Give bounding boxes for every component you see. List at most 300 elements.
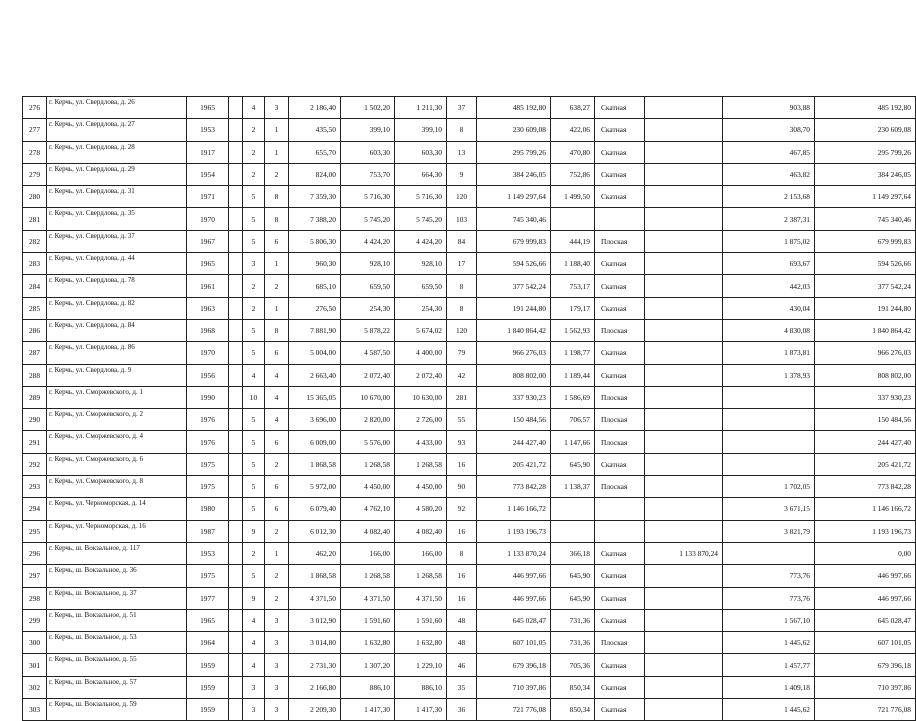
total-area-cell: 960,30 [289,253,341,275]
address-cell: г. Керчь, ул. Свердлова, д. 26 [47,97,187,119]
year-built-cell: 1954 [187,163,229,185]
living-area-cell: 1 268,58 [341,453,395,475]
year-built-cell: 1965 [187,609,229,631]
floors-cell: 4 [243,97,265,119]
year-built-cell: 1967 [187,230,229,252]
row-number-cell: 300 [23,632,47,654]
entrances-cell: 3 [265,676,289,698]
funding-source-2-cell: 1 873,81 [723,342,815,364]
funding-source-1-cell [645,587,723,609]
funding-source-1-cell [645,253,723,275]
table-row [23,208,916,230]
year-built-cell: 1970 [187,342,229,364]
blank-cell-cell [229,632,243,654]
row-number-cell: 278 [23,141,47,163]
living-area-residential-cell: 4 580,20 [395,498,447,520]
row-number-cell: 288 [23,364,47,386]
residents-count-cell: 8 [447,275,477,297]
entrances-cell: 3 [265,97,289,119]
entrances-cell: 6 [265,431,289,453]
year-built-cell: 1968 [187,319,229,341]
blank-cell-cell [229,431,243,453]
funding-source-2-cell: 1 445,62 [723,699,815,721]
year-built-cell: 1953 [187,542,229,564]
residents-count-cell: 13 [447,141,477,163]
total-area-cell: 7 388,20 [289,208,341,230]
repair-cost-cell: 205 421,72 [477,453,551,475]
roof-type-cell: Скатная [595,275,645,297]
year-built-cell: 1956 [187,364,229,386]
roof-type-cell: Скатная [595,186,645,208]
total-funding-cell: 1 149 297,64 [815,186,916,208]
specific-cost-cell: 752,86 [551,163,595,185]
blank-cell-cell [229,699,243,721]
blank-cell-cell [229,97,243,119]
funding-source-2-cell [723,386,815,408]
floors-cell: 10 [243,386,265,408]
blank-cell-cell [229,342,243,364]
entrances-cell: 8 [265,319,289,341]
residents-count-cell: 46 [447,654,477,676]
living-area-cell: 886,10 [341,676,395,698]
specific-cost-cell: 638,27 [551,97,595,119]
specific-cost-cell: 850,34 [551,699,595,721]
entrances-cell: 1 [265,297,289,319]
residents-count-cell: 42 [447,364,477,386]
entrances-cell: 1 [265,542,289,564]
residents-count-cell: 48 [447,609,477,631]
blank-cell-cell [229,587,243,609]
row-number-cell: 282 [23,230,47,252]
total-area-cell: 5 004,00 [289,342,341,364]
specific-cost-cell: 422,06 [551,119,595,141]
funding-source-1-cell [645,520,723,542]
row-number-cell: 293 [23,476,47,498]
residents-count-cell: 16 [447,520,477,542]
funding-source-2-cell: 442,03 [723,275,815,297]
living-area-residential-cell: 10 630,00 [395,386,447,408]
blank-cell-cell [229,319,243,341]
living-area-cell: 1 417,30 [341,699,395,721]
living-area-cell: 5 745,20 [341,208,395,230]
repair-cost-cell: 446 997,66 [477,565,551,587]
repair-cost-cell: 645 028,47 [477,609,551,631]
specific-cost-cell: 1 499,50 [551,186,595,208]
total-area-cell: 3 012,90 [289,609,341,631]
table-row [23,141,916,163]
row-number-cell: 292 [23,453,47,475]
table-row [23,253,916,275]
year-built-cell: 1965 [187,97,229,119]
table-row [23,520,916,542]
funding-source-1-cell [645,409,723,431]
living-area-cell: 1 591,60 [341,609,395,631]
total-funding-cell: 1 193 196,73 [815,520,916,542]
living-area-residential-cell: 399,10 [395,119,447,141]
row-number-cell: 286 [23,319,47,341]
floors-cell: 2 [243,542,265,564]
living-area-residential-cell: 1 211,30 [395,97,447,119]
year-built-cell: 1971 [187,186,229,208]
repair-cost-cell: 679 999,83 [477,230,551,252]
total-funding-cell: 679 396,18 [815,654,916,676]
year-built-cell: 1975 [187,476,229,498]
living-area-cell: 166,00 [341,542,395,564]
total-funding-cell: 446 997,66 [815,587,916,609]
roof-type-cell: Скатная [595,141,645,163]
living-area-residential-cell: 603,30 [395,141,447,163]
floors-cell: 4 [243,364,265,386]
roof-type-cell: Плоская [595,319,645,341]
specific-cost-cell: 1 138,37 [551,476,595,498]
blank-cell-cell [229,520,243,542]
living-area-cell: 4 371,50 [341,587,395,609]
floors-cell: 2 [243,141,265,163]
living-area-cell: 5 716,30 [341,186,395,208]
entrances-cell: 1 [265,253,289,275]
repair-cost-cell: 1 840 864,42 [477,319,551,341]
blank-cell-cell [229,409,243,431]
living-area-residential-cell: 166,00 [395,542,447,564]
floors-cell: 5 [243,208,265,230]
living-area-cell: 5 878,22 [341,319,395,341]
total-funding-cell: 808 802,00 [815,364,916,386]
total-area-cell: 2 186,40 [289,97,341,119]
address-cell: г. Керчь, ул. Сморжевского, д. 8 [47,476,187,498]
blank-cell-cell [229,476,243,498]
specific-cost-cell: 706,57 [551,409,595,431]
living-area-residential-cell: 1 229,10 [395,654,447,676]
roof-type-cell: Плоская [595,632,645,654]
total-area-cell: 3 014,80 [289,632,341,654]
residents-count-cell: 90 [447,476,477,498]
row-number-cell: 303 [23,699,47,721]
funding-source-2-cell [723,453,815,475]
total-area-cell: 7 359,30 [289,186,341,208]
specific-cost-cell: 705,36 [551,654,595,676]
living-area-residential-cell: 4 433,00 [395,431,447,453]
entrances-cell: 6 [265,230,289,252]
floors-cell: 4 [243,632,265,654]
living-area-residential-cell: 1 417,30 [395,699,447,721]
funding-source-1-cell [645,342,723,364]
roof-type-cell: Скатная [595,542,645,564]
living-area-residential-cell: 4 082,40 [395,520,447,542]
entrances-cell: 3 [265,632,289,654]
total-funding-cell: 295 799,26 [815,141,916,163]
repair-cost-cell: 679 396,18 [477,654,551,676]
living-area-residential-cell: 4 400,00 [395,342,447,364]
funding-source-1-cell [645,230,723,252]
living-area-residential-cell: 254,30 [395,297,447,319]
blank-cell-cell [229,141,243,163]
residents-count-cell: 103 [447,208,477,230]
year-built-cell: 1975 [187,565,229,587]
residents-count-cell: 55 [447,409,477,431]
specific-cost-cell: 731,36 [551,609,595,631]
table-row [23,453,916,475]
year-built-cell: 1963 [187,297,229,319]
living-area-cell: 399,10 [341,119,395,141]
blank-cell-cell [229,119,243,141]
entrances-cell: 2 [265,587,289,609]
roof-type-cell: Скатная [595,676,645,698]
residents-count-cell: 93 [447,431,477,453]
table-row [23,632,916,654]
blank-cell-cell [229,230,243,252]
funding-source-2-cell: 430,04 [723,297,815,319]
entrances-cell: 6 [265,476,289,498]
repair-cost-cell: 1 193 196,73 [477,520,551,542]
total-area-cell: 435,50 [289,119,341,141]
row-number-cell: 281 [23,208,47,230]
funding-source-1-cell [645,498,723,520]
residents-count-cell: 16 [447,587,477,609]
total-funding-cell: 594 526,66 [815,253,916,275]
blank-cell-cell [229,163,243,185]
total-funding-cell: 337 930,23 [815,386,916,408]
roof-type-cell: Плоская [595,431,645,453]
repair-cost-cell: 150 484,56 [477,409,551,431]
table-row [23,119,916,141]
blank-cell-cell [229,386,243,408]
year-built-cell: 1970 [187,208,229,230]
living-area-cell: 4 450,00 [341,476,395,498]
funding-source-2-cell: 463,82 [723,163,815,185]
repair-cost-cell: 244 427,40 [477,431,551,453]
address-cell: г. Керчь, ш. Вокзальное, д. 59 [47,699,187,721]
table-row [23,297,916,319]
entrances-cell: 2 [265,163,289,185]
table-row [23,699,916,721]
table-row [23,186,916,208]
total-funding-cell: 446 997,66 [815,565,916,587]
specific-cost-cell: 179,17 [551,297,595,319]
blank-cell-cell [229,186,243,208]
residents-count-cell: 92 [447,498,477,520]
funding-source-1-cell [645,632,723,654]
specific-cost-cell: 1 188,40 [551,253,595,275]
residents-count-cell: 48 [447,632,477,654]
table-row [23,386,916,408]
total-area-cell: 2 209,30 [289,699,341,721]
entrances-cell: 2 [265,520,289,542]
repair-cost-cell: 594 526,66 [477,253,551,275]
funding-source-1-cell [645,364,723,386]
repair-cost-cell: 1 133 870,24 [477,542,551,564]
roof-type-cell: Плоская [595,476,645,498]
funding-source-1-cell [645,476,723,498]
total-area-cell: 3 696,00 [289,409,341,431]
address-cell: г. Керчь, ул. Сморжевского, д. 1 [47,386,187,408]
total-funding-cell: 607 101,05 [815,632,916,654]
roof-type-cell: Скатная [595,342,645,364]
floors-cell: 5 [243,476,265,498]
total-funding-cell: 773 842,28 [815,476,916,498]
total-area-cell: 15 365,05 [289,386,341,408]
residents-count-cell: 84 [447,230,477,252]
floors-cell: 5 [243,342,265,364]
total-area-cell: 2 731,30 [289,654,341,676]
row-number-cell: 299 [23,609,47,631]
funding-source-2-cell: 4 830,08 [723,319,815,341]
floors-cell: 4 [243,609,265,631]
funding-source-1-cell [645,699,723,721]
residents-count-cell: 16 [447,453,477,475]
blank-cell-cell [229,565,243,587]
year-built-cell: 1964 [187,632,229,654]
row-number-cell: 285 [23,297,47,319]
funding-source-2-cell: 1 378,93 [723,364,815,386]
funding-source-2-cell: 693,67 [723,253,815,275]
residents-count-cell: 9 [447,163,477,185]
floors-cell: 4 [243,654,265,676]
total-funding-cell: 485 192,80 [815,97,916,119]
total-area-cell: 1 868,58 [289,565,341,587]
table-row [23,431,916,453]
living-area-residential-cell: 4 424,20 [395,230,447,252]
row-number-cell: 287 [23,342,47,364]
roof-type-cell: Скатная [595,297,645,319]
living-area-cell: 2 820,00 [341,409,395,431]
total-area-cell: 6 009,00 [289,431,341,453]
row-number-cell: 284 [23,275,47,297]
funding-source-2-cell: 1 567,10 [723,609,815,631]
table-row [23,654,916,676]
funding-source-2-cell: 1 409,18 [723,676,815,698]
residents-count-cell: 8 [447,297,477,319]
row-number-cell: 302 [23,676,47,698]
total-funding-cell: 1 840 864,42 [815,319,916,341]
address-cell: г. Керчь, ул. Свердлова, д. 44 [47,253,187,275]
living-area-residential-cell: 5 674,02 [395,319,447,341]
total-funding-cell: 150 484,56 [815,409,916,431]
funding-source-2-cell [723,431,815,453]
table-row [23,163,916,185]
roof-type-cell [595,208,645,230]
funding-source-2-cell [723,542,815,564]
living-area-cell: 1 502,20 [341,97,395,119]
table-row [23,97,916,119]
living-area-cell: 254,30 [341,297,395,319]
living-area-cell: 5 576,00 [341,431,395,453]
repair-cost-cell: 384 246,05 [477,163,551,185]
total-area-cell: 5 972,00 [289,476,341,498]
roof-type-cell: Скатная [595,699,645,721]
roof-type-cell: Скатная [595,609,645,631]
address-cell: г. Керчь, ул. Свердлова, д. 31 [47,186,187,208]
address-cell: г. Керчь, ш. Вокзальное, д. 55 [47,654,187,676]
roof-type-cell [595,520,645,542]
address-cell: г. Керчь, ш. Вокзальное, д. 117 [47,542,187,564]
row-number-cell: 280 [23,186,47,208]
entrances-cell: 8 [265,186,289,208]
address-cell: г. Керчь, ул. Свердлова, д. 84 [47,319,187,341]
residents-count-cell: 8 [447,542,477,564]
blank-cell-cell [229,542,243,564]
specific-cost-cell: 1 189,44 [551,364,595,386]
row-number-cell: 290 [23,409,47,431]
total-funding-cell: 205 421,72 [815,453,916,475]
table-row [23,498,916,520]
specific-cost-cell: 1 147,66 [551,431,595,453]
living-area-cell: 4 762,10 [341,498,395,520]
roof-type-cell: Скатная [595,453,645,475]
roof-type-cell: Скатная [595,654,645,676]
living-area-residential-cell: 2 726,00 [395,409,447,431]
table-row [23,409,916,431]
row-number-cell: 279 [23,163,47,185]
blank-cell-cell [229,253,243,275]
floors-cell: 3 [243,699,265,721]
funding-source-1-cell [645,654,723,676]
floors-cell: 2 [243,297,265,319]
living-area-residential-cell: 1 268,58 [395,565,447,587]
entrances-cell: 3 [265,699,289,721]
floors-cell: 5 [243,186,265,208]
total-area-cell: 4 371,50 [289,587,341,609]
blank-cell-cell [229,297,243,319]
living-area-residential-cell: 1 591,60 [395,609,447,631]
year-built-cell: 1959 [187,654,229,676]
floors-cell: 2 [243,163,265,185]
table-row [23,476,916,498]
total-funding-cell: 645 028,47 [815,609,916,631]
table-row [23,342,916,364]
living-area-cell: 4 082,40 [341,520,395,542]
address-cell: г. Керчь, ш. Вокзальное, д. 57 [47,676,187,698]
funding-source-2-cell: 3 671,15 [723,498,815,520]
floors-cell: 9 [243,520,265,542]
row-number-cell: 296 [23,542,47,564]
specific-cost-cell: 1 586,69 [551,386,595,408]
funding-source-2-cell: 773,76 [723,565,815,587]
table-row [23,364,916,386]
funding-source-2-cell: 2 387,31 [723,208,815,230]
roof-type-cell: Плоская [595,409,645,431]
address-cell: г. Керчь, ул. Черноморская, д. 14 [47,498,187,520]
repair-cost-cell: 337 930,23 [477,386,551,408]
residents-count-cell: 120 [447,319,477,341]
row-number-cell: 276 [23,97,47,119]
roof-type-cell: Скатная [595,587,645,609]
year-built-cell: 1917 [187,141,229,163]
repair-cost-cell: 710 397,86 [477,676,551,698]
funding-source-1-cell [645,453,723,475]
living-area-cell: 928,10 [341,253,395,275]
entrances-cell: 4 [265,409,289,431]
address-cell: г. Керчь, ш. Вокзальное, д. 37 [47,587,187,609]
living-area-cell: 1 307,20 [341,654,395,676]
funding-source-1-cell [645,275,723,297]
living-area-residential-cell: 928,10 [395,253,447,275]
living-area-residential-cell: 886,10 [395,676,447,698]
address-cell: г. Керчь, ул. Свердлова, д. 37 [47,230,187,252]
entrances-cell: 4 [265,386,289,408]
roof-type-cell [595,498,645,520]
year-built-cell: 1953 [187,119,229,141]
funding-source-2-cell: 773,76 [723,587,815,609]
entrances-cell: 2 [265,275,289,297]
total-area-cell: 1 868,58 [289,453,341,475]
floors-cell: 3 [243,676,265,698]
total-funding-cell: 377 542,24 [815,275,916,297]
residents-count-cell: 17 [447,253,477,275]
row-number-cell: 277 [23,119,47,141]
repair-cost-cell: 721 776,08 [477,699,551,721]
living-area-cell: 753,70 [341,163,395,185]
table-row [23,275,916,297]
